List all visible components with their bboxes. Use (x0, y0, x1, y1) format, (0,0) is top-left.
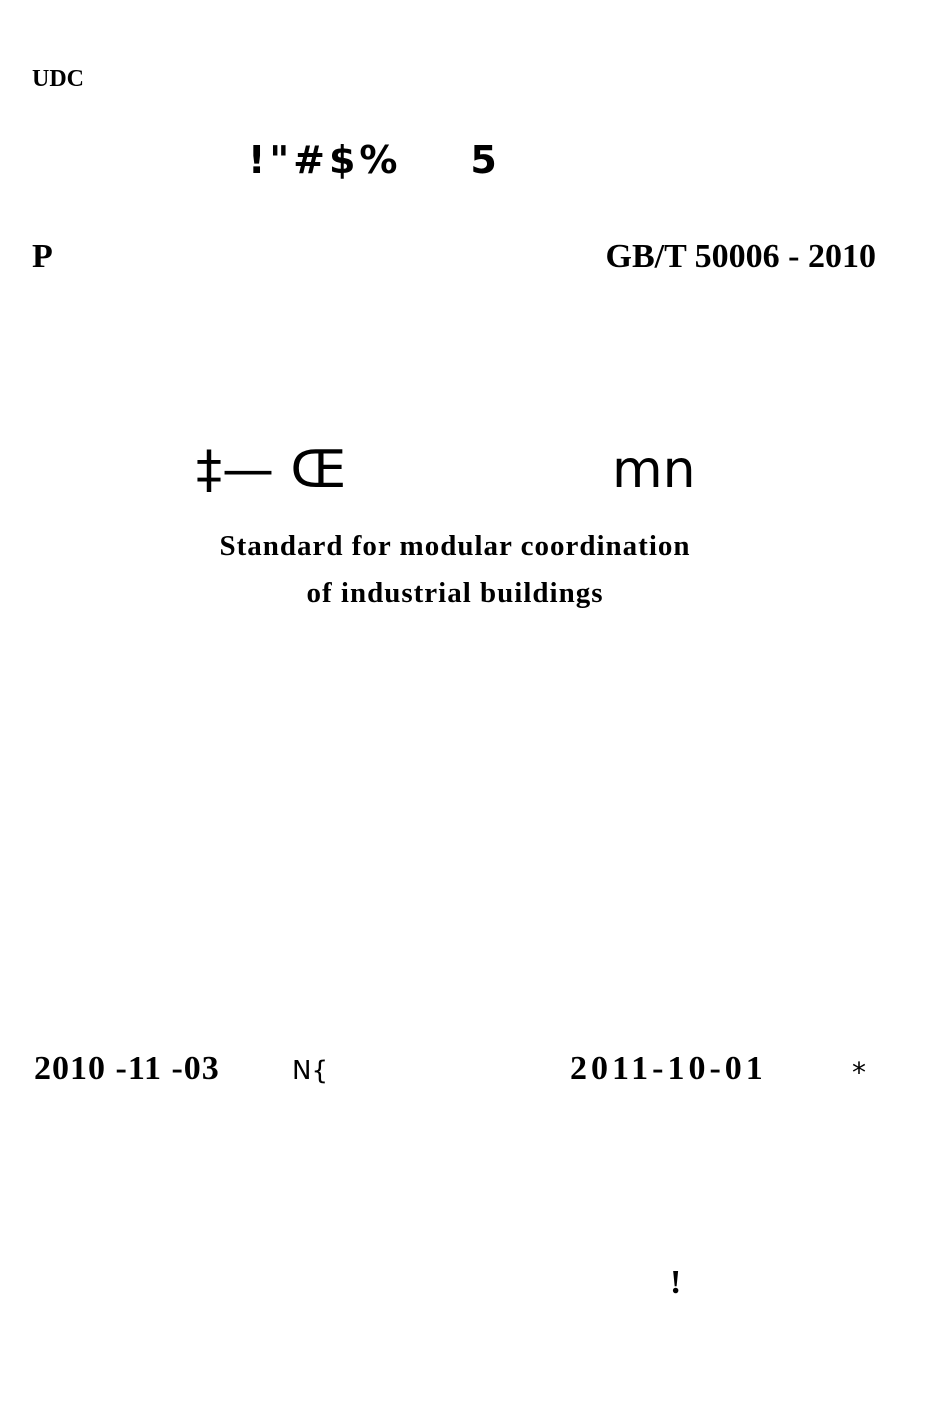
classification-code: P (32, 238, 53, 275)
chinese-title-glyphs-left: ‡— Œ (196, 440, 347, 500)
implementation-date: 2011-10-01 (570, 1050, 767, 1087)
standard-number: GB/T 50006 - 2010 (605, 238, 876, 275)
publisher-mark: ! (670, 1264, 682, 1301)
english-title-line-1: Standard for modular coordination (219, 530, 691, 562)
english-title-line-2: of industrial buildings (306, 577, 604, 609)
issue-date-suffix: N{ (292, 1056, 328, 1086)
garbled-header-line: !"#$% 5 (248, 138, 501, 182)
issue-date: 2010 -11 -03 (34, 1050, 220, 1087)
implementation-date-suffix: * (852, 1056, 866, 1089)
chinese-title-glyphs-right: mn (612, 440, 696, 500)
udc-label: UDC (32, 66, 84, 92)
